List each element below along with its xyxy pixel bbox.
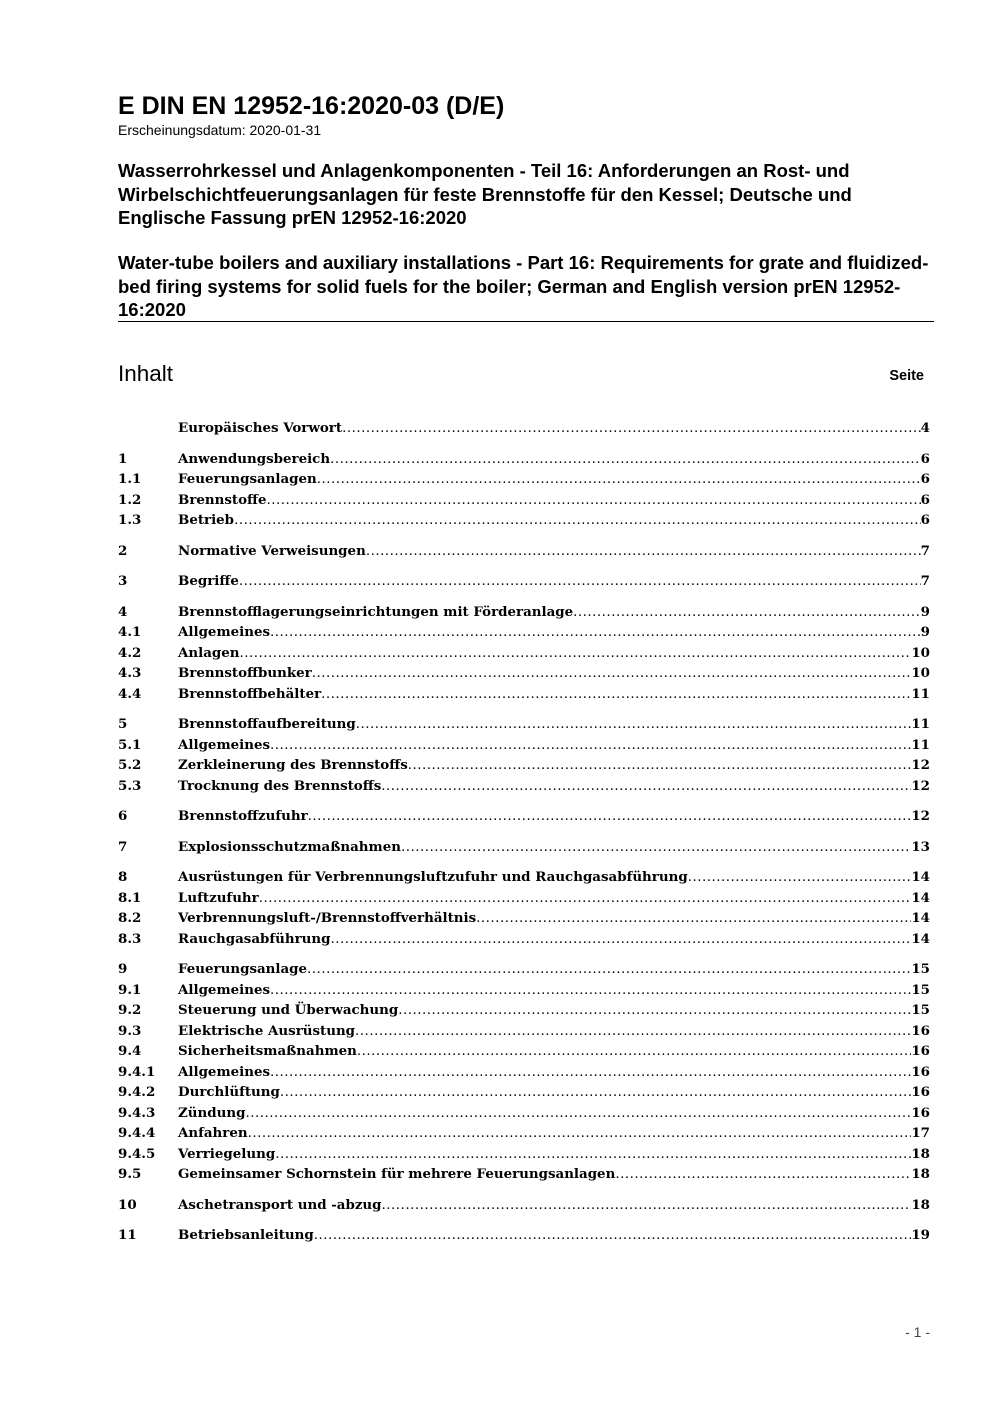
toc-entry-number: 5.2	[118, 757, 142, 773]
document-id: E DIN EN 12952-16:2020-03 (D/E)	[118, 92, 505, 120]
toc-entry-number: 6	[118, 808, 128, 824]
toc-entry-page: 18	[911, 1166, 930, 1182]
toc-entry[interactable]	[118, 449, 930, 470]
toc-entry-number: 4.1	[118, 624, 142, 640]
toc-entry-title: Durchlüftung	[178, 1084, 280, 1100]
toc-entry-title: Verbrennungsluft-/Brennstoffverhältnis	[178, 910, 477, 926]
toc-entry-number: 9.4.5	[118, 1145, 156, 1162]
toc-dot-leader	[280, 1083, 911, 1104]
toc-entry-page: 11	[911, 685, 930, 702]
toc-entry-page: 12	[911, 777, 930, 794]
toc-entry-title: Anlagen	[178, 644, 240, 661]
toc-dot-leader	[357, 1042, 911, 1063]
toc-entry-number: 5	[118, 716, 128, 732]
toc-dot-leader	[688, 868, 912, 889]
toc-entry-number: 4.4	[118, 685, 142, 702]
toc-dot-leader	[239, 572, 921, 593]
toc-entry-number: 1.2	[118, 491, 142, 508]
toc-entry-title: Elektrische Ausrüstung	[178, 1022, 356, 1039]
toc-entry[interactable]	[118, 1062, 930, 1083]
toc-entry[interactable]	[118, 1164, 930, 1185]
toc-entry-number: 3	[118, 573, 128, 589]
toc-entry-number: 9.3	[118, 1022, 142, 1039]
toc-entry-number: 4	[118, 603, 128, 620]
toc-entry-number: 9.1	[118, 981, 142, 998]
toc-entry-page: 19	[911, 1227, 930, 1243]
toc-entry-page: 14	[911, 889, 930, 906]
toc-entry-page: 7	[920, 542, 930, 559]
toc-heading: Inhalt	[118, 361, 174, 386]
toc-dot-leader	[476, 909, 911, 930]
toc-entry-page: 14	[911, 930, 930, 947]
toc-entry-number: 9.2	[118, 1002, 142, 1018]
toc-entry-title: Feuerungsanlagen	[178, 471, 317, 487]
toc-dot-leader	[330, 930, 911, 951]
toc-dot-leader	[270, 981, 911, 1002]
toc-entry-page: 6	[920, 471, 930, 487]
toc-dot-leader	[615, 1165, 911, 1186]
toc-entry-number: 5.3	[118, 777, 142, 794]
toc-entry[interactable]	[118, 1000, 930, 1021]
toc-entry[interactable]	[118, 929, 930, 950]
toc-dot-leader	[317, 470, 921, 491]
toc-entry[interactable]	[118, 490, 930, 511]
toc-dot-leader	[307, 960, 911, 981]
toc-dot-leader	[270, 736, 911, 757]
toc-entry-number: 2	[118, 542, 128, 559]
toc-dot-leader	[308, 807, 912, 828]
toc-entry[interactable]	[118, 1103, 930, 1124]
toc-entry-page: 11	[911, 736, 930, 753]
toc-entry[interactable]	[118, 980, 930, 1001]
toc-entry-title: Steuerung und Überwachung	[178, 1002, 399, 1018]
toc-dot-leader	[267, 491, 921, 512]
toc-entry-number: 9.5	[118, 1166, 142, 1182]
toc-dot-leader	[245, 1104, 911, 1125]
toc-entry[interactable]	[118, 959, 930, 980]
toc-dot-leader	[355, 1022, 911, 1043]
toc-entry-page: 16	[911, 1084, 930, 1100]
toc-entry[interactable]	[118, 643, 930, 664]
toc-entry-page: 6	[920, 512, 930, 528]
toc-entry-title: Brennstoffzufuhr	[178, 808, 308, 824]
toc-entry-title: Trocknung des Brennstoffs	[178, 777, 382, 794]
toc-entry-title: Normative Verweisungen	[178, 542, 366, 559]
toc-dot-leader	[342, 419, 921, 440]
toc-entry[interactable]	[118, 1123, 930, 1144]
toc-entry-number: 10	[118, 1196, 137, 1213]
toc-entry[interactable]	[118, 1195, 930, 1216]
toc-entry[interactable]	[118, 1041, 930, 1062]
toc-entry-page: 16	[911, 1063, 930, 1080]
toc-entry-page: 16	[911, 1043, 930, 1059]
toc-entry-page: 18	[911, 1196, 930, 1213]
toc-entry-number: 1	[118, 450, 128, 467]
toc-entry[interactable]	[118, 541, 930, 562]
toc-entry-number: 9.4.2	[118, 1084, 156, 1100]
toc-entry[interactable]	[118, 571, 930, 592]
toc-entry-title: Anwendungsbereich	[178, 450, 331, 467]
toc-entry-page: 17	[911, 1125, 930, 1141]
toc-entry-page: 6	[920, 450, 930, 467]
toc-entry[interactable]	[118, 622, 930, 643]
toc-entry[interactable]	[118, 602, 930, 623]
toc-entry[interactable]	[118, 1021, 930, 1042]
toc-entry-title: Gemeinsamer Schornstein für mehrere Feuerungsanlagen	[178, 1166, 616, 1182]
table-of-contents	[118, 418, 930, 1246]
toc-entry-number: 1.3	[118, 512, 142, 528]
toc-entry[interactable]	[118, 1225, 930, 1246]
toc-entry-title: Ausrüstungen für Verbrennungsluftzufuhr und Rauchgasabführung	[178, 869, 688, 885]
toc-dot-leader	[314, 1226, 912, 1247]
toc-entry-page: 6	[920, 491, 930, 508]
toc-entry-page: 7	[920, 573, 930, 589]
toc-entry[interactable]	[118, 418, 930, 439]
toc-entry-title: Allgemeines	[178, 624, 271, 640]
toc-entry[interactable]	[118, 867, 930, 888]
toc-entry-number: 9.4.1	[118, 1063, 156, 1080]
toc-dot-leader	[408, 756, 912, 777]
toc-dot-leader	[330, 450, 921, 471]
toc-dot-leader	[259, 889, 912, 910]
toc-entry[interactable]	[118, 776, 930, 797]
toc-entry-title: Begriffe	[178, 573, 239, 589]
toc-entry-page: 12	[911, 808, 930, 824]
toc-dot-leader	[381, 777, 911, 798]
toc-dot-leader	[356, 715, 912, 736]
toc-entry-number: 9	[118, 961, 128, 977]
toc-entry-number: 8.2	[118, 910, 142, 926]
toc-entry-title: Brennstoffe	[178, 491, 267, 508]
toc-dot-leader	[398, 1001, 911, 1022]
toc-dot-leader	[366, 542, 921, 563]
toc-entry-title: Anfahren	[178, 1125, 248, 1141]
toc-entry-title: Allgemeines	[178, 981, 271, 998]
toc-entry-page: 11	[911, 716, 930, 732]
toc-entry-page: 15	[911, 961, 930, 977]
toc-entry-number: 8	[118, 869, 128, 885]
toc-entry-title: Zündung	[178, 1104, 246, 1121]
toc-dot-leader	[312, 664, 912, 685]
toc-entry-number: 9.4.4	[118, 1125, 156, 1141]
toc-dot-leader	[234, 511, 921, 532]
toc-entry-number: 5.1	[118, 736, 142, 753]
toc-entry-page: 15	[911, 1002, 930, 1018]
toc-entry[interactable]	[118, 735, 930, 756]
toc-entry-page: 14	[911, 869, 930, 885]
toc-dot-leader	[270, 1063, 911, 1084]
toc-entry[interactable]	[118, 663, 930, 684]
toc-entry-number: 9.4	[118, 1043, 142, 1059]
toc-entry-title: Zerkleinerung des Brennstoffs	[178, 757, 408, 773]
toc-entry-title: Aschetransport und -abzug	[178, 1196, 382, 1213]
toc-dot-leader	[275, 1145, 911, 1166]
toc-entry-number: 4.2	[118, 644, 142, 661]
toc-dot-leader	[248, 1124, 912, 1145]
toc-entry-title: Allgemeines	[178, 736, 271, 753]
toc-dot-leader	[382, 1196, 912, 1217]
toc-entry-page: 9	[920, 603, 930, 620]
toc-entry[interactable]	[118, 1082, 930, 1103]
toc-entry-page: 16	[911, 1022, 930, 1039]
toc-entry-number: 8.1	[118, 889, 142, 906]
toc-entry-page: 16	[911, 1104, 930, 1121]
toc-entry-number: 8.3	[118, 930, 142, 947]
toc-dot-leader	[321, 685, 911, 706]
toc-entry-title: Betriebsanleitung	[178, 1227, 314, 1243]
toc-entry-title: Explosionsschutzmaßnahmen	[178, 838, 401, 855]
toc-page-label: Seite	[889, 368, 924, 384]
toc-entry[interactable]	[118, 837, 930, 858]
toc-entry-number: 9.4.3	[118, 1104, 156, 1121]
title-german: Wasserrohrkessel und Anlagenkomponenten - Teil 16: Anforderungen an Rost- und Wirbelschichtfeuerungsanlagen für feste Brennstoffe für den Kessel; Deutsche und Englische Fassung prEN 12952-16:2020	[118, 160, 852, 228]
toc-entry[interactable]	[118, 469, 930, 490]
toc-entry-title: Rauchgasabführung	[178, 930, 331, 947]
page-number: - 1 -	[905, 1324, 930, 1340]
toc-entry-title: Brennstoffbehälter	[178, 685, 322, 702]
toc-dot-leader	[270, 623, 921, 644]
toc-entry[interactable]	[118, 684, 930, 705]
toc-entry-page: 12	[911, 757, 930, 773]
toc-entry-page: 10	[911, 644, 930, 661]
toc-entry-number: 4.3	[118, 665, 142, 681]
toc-entry-title: Brennstofflagerungseinrichtungen mit Förderanlage	[178, 603, 574, 620]
toc-entry[interactable]	[118, 806, 930, 827]
toc-entry-title: Europäisches Vorwort	[178, 420, 343, 436]
toc-entry-page: 9	[920, 624, 930, 640]
toc-entry-title: Luftzufuhr	[178, 889, 259, 906]
header-divider	[118, 321, 934, 322]
toc-entry-number: 7	[118, 838, 128, 855]
toc-entry-number: 1.1	[118, 471, 142, 487]
toc-dot-leader	[401, 838, 911, 859]
toc-entry-title: Verriegelung	[178, 1145, 276, 1162]
toc-entry-page: 14	[911, 910, 930, 926]
toc-entry[interactable]	[118, 755, 930, 776]
toc-entry[interactable]	[118, 908, 930, 929]
toc-entry[interactable]	[118, 510, 930, 531]
toc-entry-page: 18	[911, 1145, 930, 1162]
toc-entry-title: Sicherheitsmaßnahmen	[178, 1043, 357, 1059]
title-english: Water-tube boilers and auxiliary installations - Part 16: Requirements for grate and fluidized-bed firing systems for solid fuels for the boiler; German and English version prEN 12952-16:2020	[118, 252, 929, 320]
toc-entry-number: 11	[118, 1227, 137, 1243]
toc-entry-title: Brennstoffbunker	[178, 665, 312, 681]
toc-entry-title: Betrieb	[178, 512, 235, 528]
toc-entry-page: 13	[911, 838, 930, 855]
toc-entry-title: Feuerungsanlage	[178, 961, 308, 977]
toc-entry[interactable]	[118, 1144, 930, 1165]
toc-entry[interactable]	[118, 888, 930, 909]
toc-entry-page: 15	[911, 981, 930, 998]
release-date: Erscheinungsdatum: 2020-01-31	[118, 122, 322, 138]
toc-dot-leader	[240, 644, 912, 665]
toc-entry[interactable]	[118, 714, 930, 735]
toc-entry-page: 10	[911, 665, 930, 681]
toc-entry-title: Brennstoffaufbereitung	[178, 716, 356, 732]
toc-dot-leader	[573, 603, 921, 624]
toc-entry-title: Allgemeines	[178, 1063, 271, 1080]
toc-entry-page: 4	[920, 420, 930, 436]
